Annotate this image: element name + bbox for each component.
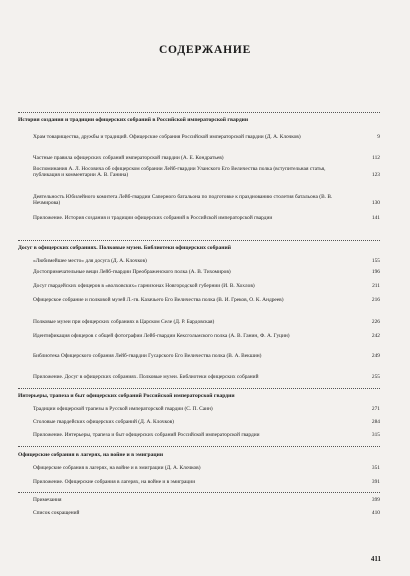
toc-entry[interactable] [33, 215, 380, 221]
toc-entry[interactable] [33, 319, 380, 325]
toc-entry-text: Деятельность Юбилейного комитета Лейб-гвардии Саперного батальона по подготовке к празднованию столетия батальона (В. В. Нечмирова) [33, 194, 333, 207]
toc-entry[interactable] [33, 166, 380, 179]
toc-entry[interactable] [33, 134, 380, 140]
toc-entry-page: 249 [371, 353, 380, 359]
toc-entry[interactable] [33, 406, 380, 412]
toc-entry-page: 410 [371, 510, 380, 516]
toc-entry-text: Офицерские собрания в лагерях, на войне и в эмиграции (Д. А. Клочков) [33, 465, 201, 471]
toc-entry[interactable] [33, 258, 380, 264]
section-heading: Офицерские собрания в лагерях, на войне и в эмиграции [18, 452, 164, 458]
toc-entry-page: 216 [371, 297, 380, 303]
toc-entry-page: 399 [371, 497, 380, 503]
toc-entry[interactable] [33, 419, 380, 425]
toc-entry[interactable] [33, 510, 380, 516]
toc-entry-page: 155 [371, 258, 380, 264]
divider [18, 388, 380, 389]
toc-entry[interactable] [33, 353, 380, 359]
toc-entry-text: Полковые музеи при офицерских собраниях в Царском Селе (Д. Р. Бардовская) [33, 319, 215, 325]
toc-entry-page: 130 [371, 200, 380, 207]
section-heading: Досуг в офицерских собраниях. Полковые музеи. Библиотеки офицерских собраний [18, 245, 231, 251]
divider [18, 112, 380, 113]
toc-entry[interactable] [33, 374, 380, 380]
toc-entry[interactable] [33, 333, 380, 339]
toc-entry[interactable] [33, 479, 380, 485]
toc-entry-page: 9 [377, 134, 380, 140]
toc-entry-text: Примечания [33, 497, 62, 503]
toc-entry-page: 315 [371, 432, 380, 438]
toc-entry-text: Библиотека Офицерского собрания Лейб-гвардии Гусарского Его Величества полка (В. А. Векшин) [33, 353, 262, 359]
toc-entry-page: 123 [371, 172, 380, 179]
toc-entry-text: «Любимейшее место» для досуга (Д. А. Клочков) [33, 258, 147, 264]
divider [18, 240, 380, 241]
toc-entry-text: Приложение. Досуг в офицерских собраниях. Полковые музеи. Библиотеки офицерских собраний [33, 374, 259, 380]
toc-entry-page: 271 [371, 406, 380, 412]
toc-entry-text: Приложение. Офицерские собрания в лагерях, на войне и в эмиграции [33, 479, 196, 485]
toc-entry-text: Приложение. История создания и традиции офицерских собраний в Российской императорской гвардии [33, 215, 273, 221]
toc-entry-page: 255 [371, 374, 380, 380]
toc-entry[interactable] [33, 465, 380, 471]
toc-entry-page: 141 [371, 215, 380, 221]
toc-entry[interactable] [33, 297, 380, 303]
toc-entry-page: 391 [371, 479, 380, 485]
toc-entry[interactable] [33, 432, 380, 438]
divider [18, 446, 380, 447]
toc-entry-text: Воспоминания А. Л. Носовича об офицерском собрании Лейб-гвардии Уланского Его Величества полка (вступительная статья, публикация и комментарии А. В. Ганина) [33, 166, 326, 179]
toc-entry-page: 242 [371, 333, 380, 339]
toc-entry-page: 226 [371, 319, 380, 325]
toc-entry-page: 351 [371, 465, 380, 471]
toc-entry-text: Храм товарищества, дружбы и традиций. Офицерские собрания Российской императорской гвардии (Д. А. Клочков) [33, 134, 301, 140]
page-number: 411 [370, 555, 381, 563]
divider [18, 492, 380, 493]
toc-entry-page: 211 [372, 283, 380, 289]
toc-entry[interactable] [33, 194, 380, 207]
page-title: СОДЕРЖАНИЕ [158, 44, 252, 56]
toc-entry-page: 112 [372, 155, 380, 161]
toc-entry-text: Частные правила офицерских собраний императорской гвардии (А. Е. Кондратьев) [33, 155, 224, 161]
toc-entry-text: Досуг гвардейских офицеров в «волховских» гарнизонах Новгородской губернии (И. В. Хохлов) [33, 283, 255, 289]
toc-entry-text: Традиции офицерской трапезы в Русской императорской гвардии (С. П. Саин) [33, 406, 213, 412]
toc-entry-text: Офицерское собрание и полковой музей Л.-гв. Казачьего Его Величества полка (В. И. Греков, О. К. Андреев) [33, 297, 284, 303]
toc-entry-text: Список сокращений [33, 510, 80, 516]
toc-entry-text: Идентификация офицеров с общей фотографии Лейб-гвардии Кексгольмского полка (А. В. Ганин, Ф. А. Гуцин) [33, 333, 290, 339]
section-heading: История создания и традиции офицерских собраний в Российской императорской гвардии [18, 117, 249, 123]
toc-entry[interactable] [33, 283, 380, 289]
toc-entry-text: Достопримечательные вещи Лейб-гвардии Преображенского полка (А. В. Тихомиров) [33, 269, 231, 275]
toc-entry-page: 196 [371, 269, 380, 275]
section-heading: Интерьеры, трапеза и быт офицерских собраний Российской императорской гвардии [18, 393, 235, 399]
toc-entry[interactable] [33, 269, 380, 275]
toc-entry[interactable] [33, 155, 380, 161]
toc-entry-text: Столовые гвардейских офицерских собраний (Д. А. Клочков) [33, 419, 174, 425]
toc-entry-page: 284 [371, 419, 380, 425]
toc-entry-text: Приложение. Интерьеры, трапеза и быт офицерских собраний Российской императорской гвардии [33, 432, 260, 438]
toc-entry[interactable] [33, 497, 380, 503]
